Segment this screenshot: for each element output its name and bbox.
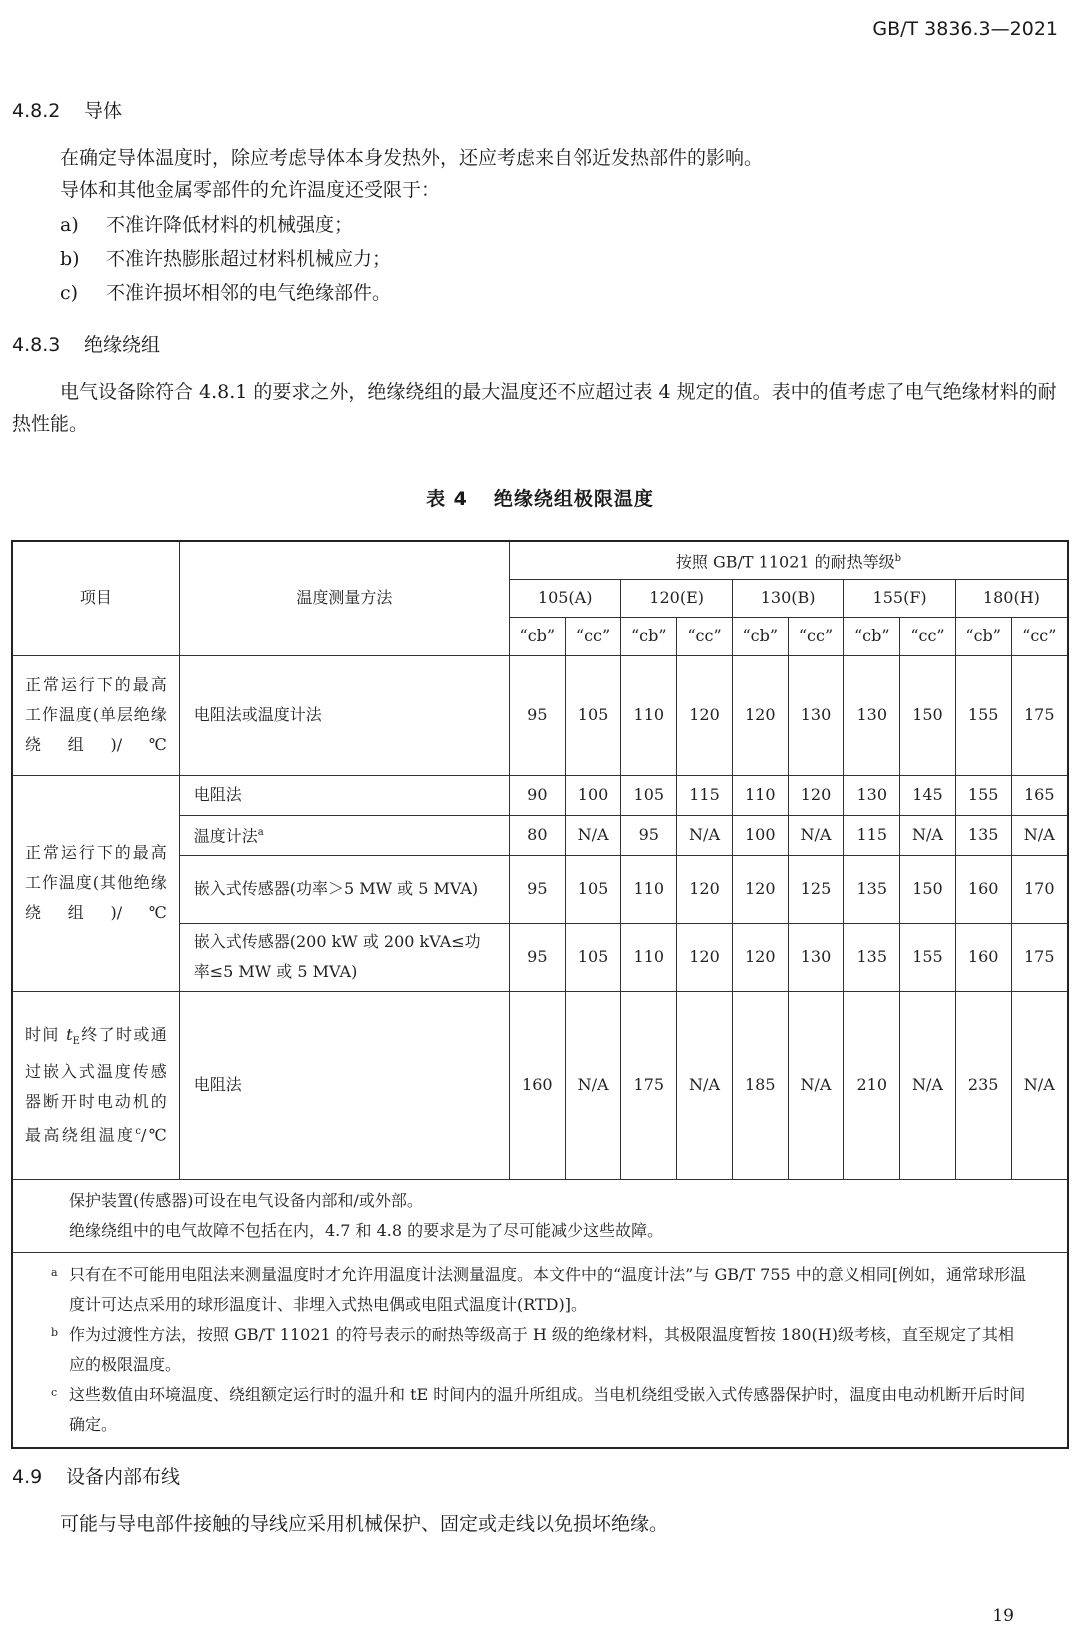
table-cell: 185 (732, 991, 788, 1179)
footnote-mark: c (135, 1125, 142, 1137)
table-cell: N/A (788, 815, 844, 855)
table-cell: 110 (732, 775, 788, 815)
table-cell: 105 (621, 775, 677, 815)
standard-code: GB/T 3836.3—2021 (872, 18, 1058, 40)
table-cell: 130 (788, 923, 844, 991)
table-cell: 110 (621, 655, 677, 775)
table-cell: 105 (565, 923, 621, 991)
row-item: 时间 $t_E$终了时或通过嵌入式温度传感器断开时电动机的最高绕组温度$^c$/℃ (12, 991, 179, 1179)
section-number: 4.8.2 (12, 100, 61, 122)
section-heading-4-8-2 (12, 96, 122, 123)
table-cell: N/A (1011, 991, 1068, 1179)
table-cell: 115 (677, 775, 733, 815)
page-number: 19 (992, 1606, 1014, 1626)
header-class: 130(B) (732, 579, 843, 617)
table-cell: 160 (955, 855, 1011, 923)
table-notes-row (12, 1179, 1068, 1252)
table-cell: 210 (844, 991, 900, 1179)
row-method: 电阻法或温度计法 (179, 655, 509, 775)
table-row (12, 655, 1068, 775)
header-cb: “cb” (955, 617, 1011, 655)
table-cell: 125 (788, 855, 844, 923)
list-text: 不准许损坏相邻的电气绝缘部件。 (106, 282, 392, 304)
table-cell: 135 (844, 923, 900, 991)
footnote: b 作为过渡性方法，按照 GB/T 11021 的符号表示的耐热等级高于 H 级的绝缘材料，其极限温度暂按 180(H)级考核，直至规定了其相应的极限温度。 (69, 1320, 1027, 1380)
footnote-mark: b (894, 552, 902, 564)
table-cell: 120 (677, 855, 733, 923)
header-cc: “cc” (1011, 617, 1068, 655)
table-cell: 120 (732, 655, 788, 775)
header-method: 温度测量方法 (179, 541, 509, 655)
table-cell: 105 (565, 855, 621, 923)
table-cell: 150 (900, 655, 956, 775)
header-class: 120(E) (621, 579, 732, 617)
table-cell: N/A (900, 991, 956, 1179)
list-item (60, 278, 391, 305)
table-cell: 95 (509, 923, 565, 991)
header-cc: “cc” (565, 617, 621, 655)
footnote: c 这些数值由环境温度、绕组额定运行时的温升和 tE 时间内的温升所组成。当电机绕组受嵌入式传感器保护时，温度由电动机断开后时间确定。 (69, 1380, 1027, 1440)
table-cell: 120 (677, 655, 733, 775)
paragraph: 导体和其他金属零部件的允许温度还受限于： (60, 179, 441, 201)
table-row (12, 775, 1068, 815)
table-cell: 80 (509, 815, 565, 855)
header-item: 项目 (12, 541, 179, 655)
table-footnotes-row (12, 1252, 1068, 1448)
footnote: a 只有在不可能用电阻法来测量温度时才允许用温度计法测量温度。本文件中的“温度计法”与 GB/T 755 中的意义相同[例如，通常球形温度计可达点采用的球形温度计、非埋入式热电偶或电阻式温度计(RTD)]。 (69, 1260, 1027, 1320)
table-cell: 160 (955, 923, 1011, 991)
table-cell: 150 (900, 855, 956, 923)
table-cell: N/A (565, 991, 621, 1179)
section-title: 绝缘绕组 (84, 334, 161, 356)
table-header-row (12, 541, 1068, 579)
header-cc: “cc” (900, 617, 956, 655)
header-class: 180(H) (955, 579, 1068, 617)
header-cc: “cc” (788, 617, 844, 655)
row-method: 温度计法$^a$ (179, 815, 509, 855)
row-item: 正常运行下的最高工作温度(单层绝缘绕组)/℃ (12, 655, 179, 775)
table-cell: 120 (788, 775, 844, 815)
table-cell: 100 (732, 815, 788, 855)
table-cell: 155 (955, 655, 1011, 775)
table-cell: 135 (955, 815, 1011, 855)
header-cb: “cb” (621, 617, 677, 655)
table-cell: 130 (844, 655, 900, 775)
header-cb: “cb” (509, 617, 565, 655)
table-cell: 130 (844, 775, 900, 815)
paragraph: 电气设备除符合 4.8.1 的要求之外，绝缘绕组的最大温度还不应超过表 4 规定的值。表中的值考虑了电气绝缘材料的耐热性能。 (12, 381, 1057, 435)
table-cell: 165 (1011, 775, 1068, 815)
table-cell: 110 (621, 923, 677, 991)
table-row (12, 991, 1068, 1179)
list-text: 不准许降低材料的机械强度； (106, 214, 354, 236)
list-item (60, 244, 391, 271)
list-label: b) (60, 248, 80, 270)
paragraph: 可能与导电部件接触的导线应采用机械保护、固定或走线以免损坏绝缘。 (60, 1513, 669, 1535)
table-cell: 175 (621, 991, 677, 1179)
list-label: c) (60, 282, 79, 304)
table-cell: 170 (1011, 855, 1068, 923)
row-item: 正常运行下的最高工作温度(其他绝缘绕组)/℃ (12, 775, 179, 991)
section-heading-4-9 (12, 1462, 180, 1489)
header-class: 105(A) (509, 579, 620, 617)
paragraph: 在确定导体温度时，除应考虑导体本身发热外，还应考虑来自邻近发热部件的影响。 (60, 147, 764, 169)
row-method: 嵌入式传感器(功率＞5 MW 或 5 MVA) (179, 855, 509, 923)
table-insulated-winding-temperature (11, 540, 1069, 1449)
table-cell: N/A (788, 991, 844, 1179)
table-cell: N/A (677, 991, 733, 1179)
table-cell: 120 (677, 923, 733, 991)
table-cell: 120 (732, 855, 788, 923)
table-cell: 105 (565, 655, 621, 775)
header-thermal-class: 按照 GB/T 11021 的耐热等级$^b$ (509, 541, 1068, 579)
section-number: 4.9 (12, 1466, 43, 1488)
list-label: a) (60, 214, 79, 236)
table-cell: 95 (509, 855, 565, 923)
table-number: 表 4 (426, 488, 468, 510)
table-cell: 175 (1011, 655, 1068, 775)
header-cc: “cc” (677, 617, 733, 655)
table-cell: N/A (1011, 815, 1068, 855)
header-class: 155(F) (844, 579, 955, 617)
table-cell: 155 (900, 923, 956, 991)
table-cell: 100 (565, 775, 621, 815)
footnote-mark: a (257, 827, 264, 839)
row-method: 电阻法 (179, 775, 509, 815)
header-cb: “cb” (732, 617, 788, 655)
table-cell: N/A (677, 815, 733, 855)
table-cell: 110 (621, 855, 677, 923)
table-cell: 160 (509, 991, 565, 1179)
table-cell: 135 (844, 855, 900, 923)
section-title: 导体 (84, 100, 123, 122)
list-item (60, 210, 353, 237)
section-heading-4-8-3 (12, 330, 160, 357)
table-cell: 155 (955, 775, 1011, 815)
section-number: 4.8.3 (12, 334, 61, 356)
footnote-mark: a (51, 1265, 58, 1279)
header-cb: “cb” (844, 617, 900, 655)
footnote-mark: b (51, 1325, 59, 1339)
list-text: 不准许热膨胀超过材料机械应力； (106, 248, 392, 270)
table-cell: N/A (900, 815, 956, 855)
row-method: 电阻法 (179, 991, 509, 1179)
table-notes (12, 1179, 1068, 1252)
table-cell: 115 (844, 815, 900, 855)
table-cell: 120 (732, 923, 788, 991)
table-cell: N/A (565, 815, 621, 855)
row-method: 嵌入式传感器(200 kW 或 200 kVA≤功率≤5 MW 或 5 MVA) (179, 923, 509, 991)
table-cell: 90 (509, 775, 565, 815)
note-line: 保护装置(传感器)可设在电气设备内部和/或外部。 (69, 1190, 423, 1210)
table-cell: 95 (509, 655, 565, 775)
section-title: 设备内部布线 (66, 1466, 181, 1488)
table-cell: 145 (900, 775, 956, 815)
table-title: 绝缘绕组极限温度 (493, 488, 654, 510)
table-footnotes (12, 1252, 1068, 1448)
table-caption (0, 484, 1080, 511)
note-line: 绝缘绕组中的电气故障不包括在内，4.7 和 4.8 的要求是为了尽可能减少这些故障。 (69, 1220, 664, 1240)
table-cell: 175 (1011, 923, 1068, 991)
table-cell: 130 (788, 655, 844, 775)
table-cell: 235 (955, 991, 1011, 1179)
footnote-mark: c (51, 1385, 58, 1399)
table-cell: 95 (621, 815, 677, 855)
